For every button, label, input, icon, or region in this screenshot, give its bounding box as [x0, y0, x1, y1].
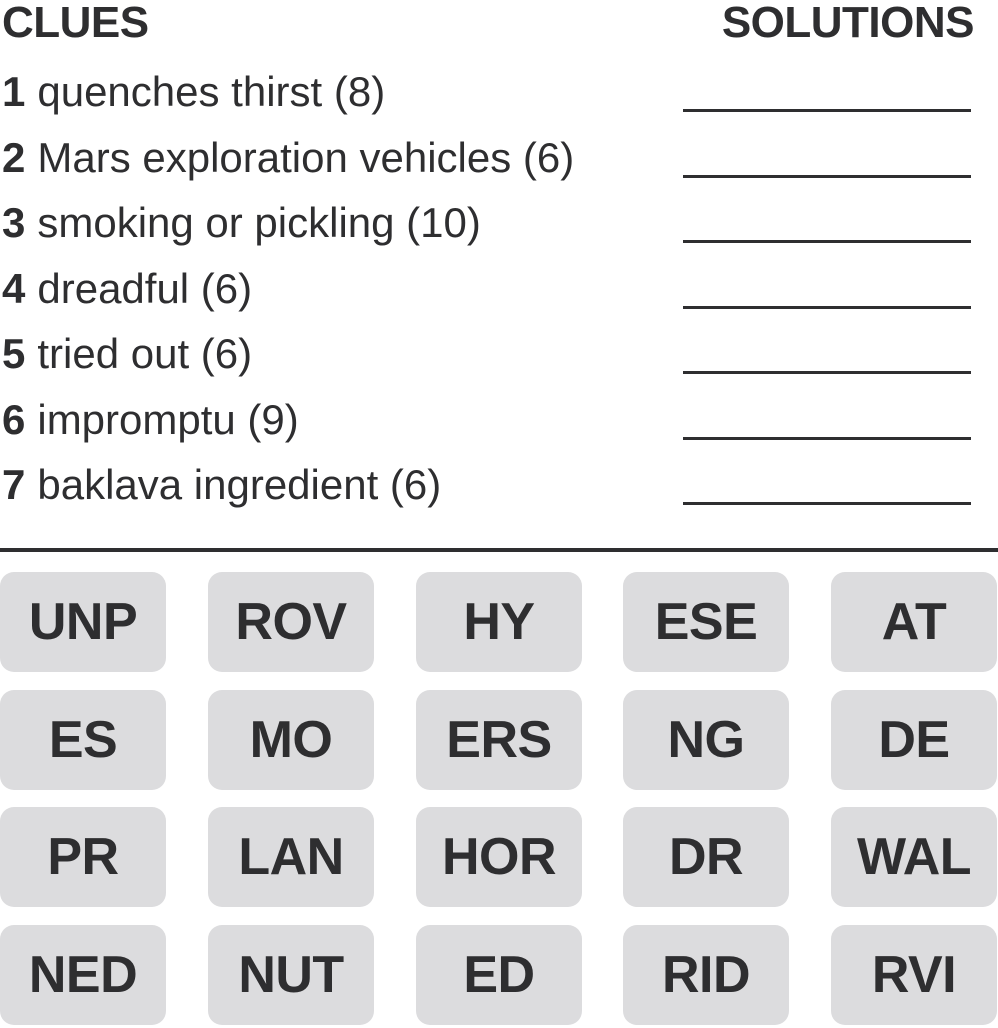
letter-tile[interactable]: HY [416, 572, 582, 672]
clue-number: 2 [2, 133, 26, 181]
clue-text [2, 62, 385, 122]
solution-answer-line[interactable] [683, 306, 971, 309]
clue-description: impromptu (9) [37, 395, 299, 443]
section-divider [0, 548, 998, 552]
clue-row [0, 455, 998, 515]
clue-description: smoking or pickling (10) [37, 199, 481, 246]
puzzle-header [0, 0, 998, 50]
clue-text [2, 193, 481, 253]
letter-tile[interactable]: DR [623, 807, 789, 907]
clue-text [2, 390, 299, 450]
clue-row [0, 128, 998, 188]
clue-number: 1 [2, 68, 26, 115]
solution-answer-line[interactable] [683, 109, 971, 112]
letter-tile-grid [0, 572, 998, 1028]
letter-tile[interactable]: WAL [831, 807, 997, 907]
solution-answer-line[interactable] [683, 240, 971, 243]
clue-description: baklava ingredient (6) [37, 461, 442, 508]
clue-row [0, 259, 998, 319]
clue-number: 7 [2, 461, 26, 508]
letter-tile[interactable]: PR [0, 807, 166, 907]
clue-description: dreadful (6) [37, 264, 253, 312]
letter-tile[interactable]: DE [831, 690, 997, 790]
clue-number: 6 [2, 395, 26, 443]
clues-heading: CLUES [2, 0, 149, 47]
clue-text [2, 259, 252, 319]
clue-row [0, 62, 998, 122]
solution-answer-line[interactable] [683, 371, 971, 374]
solution-answer-line[interactable] [683, 437, 971, 440]
clue-number: 3 [2, 199, 26, 246]
letter-tile[interactable]: ESE [623, 572, 789, 672]
clue-row [0, 324, 998, 384]
clue-row [0, 193, 998, 253]
clue-text [2, 455, 441, 515]
solutions-heading: SOLUTIONS [721, 0, 974, 47]
clue-number: 4 [2, 264, 26, 312]
clue-number: 5 [2, 330, 26, 377]
letter-tile[interactable]: UNP [0, 572, 166, 672]
clue-text [2, 324, 252, 384]
clue-row [0, 390, 998, 450]
solution-answer-line[interactable] [683, 175, 971, 178]
clue-text [2, 128, 574, 188]
letter-tile[interactable]: ROV [208, 572, 374, 672]
solution-answer-line[interactable] [683, 502, 971, 505]
letter-tile[interactable]: NG [623, 690, 789, 790]
letter-tile[interactable]: AT [831, 572, 997, 672]
letter-tile[interactable]: HOR [416, 807, 582, 907]
letter-tile[interactable]: ES [0, 690, 166, 790]
letter-tile[interactable]: NED [0, 925, 166, 1025]
clue-description: tried out (6) [37, 330, 253, 377]
letter-tile[interactable]: ED [416, 925, 582, 1025]
letter-tile[interactable]: RVI [831, 925, 997, 1025]
letter-tile[interactable]: NUT [208, 925, 374, 1025]
clue-description: Mars exploration vehicles (6) [37, 133, 575, 181]
letter-tile[interactable]: RID [623, 925, 789, 1025]
clue-description: quenches thirst (8) [37, 68, 386, 115]
letter-tile[interactable]: MO [208, 690, 374, 790]
letter-tile[interactable]: ERS [416, 690, 582, 790]
letter-tile[interactable]: LAN [208, 807, 374, 907]
